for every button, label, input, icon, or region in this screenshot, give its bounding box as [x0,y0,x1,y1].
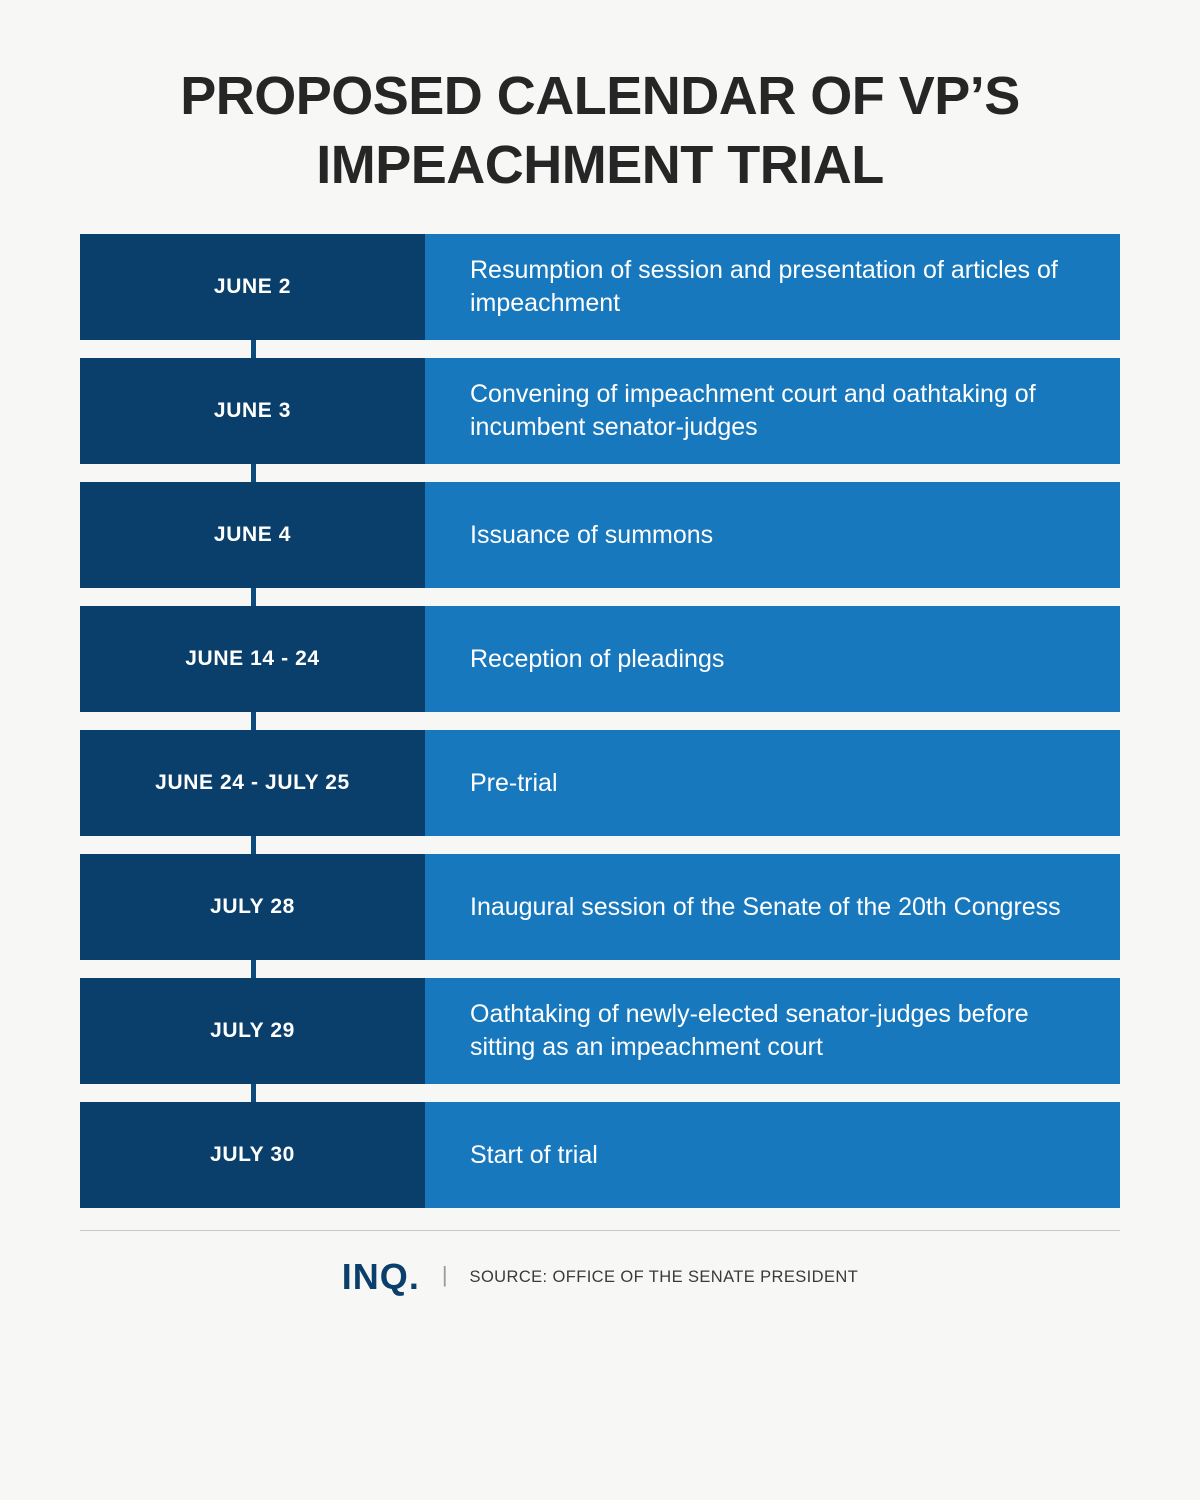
timeline-description [425,1102,1120,1208]
source-credit: SOURCE: OFFICE OF THE SENATE PRESIDENT [469,1267,859,1286]
inquirer-logo-text: INQ [341,1256,409,1298]
timeline [80,234,1120,1208]
timeline-description-text: Start of trial [470,1140,598,1169]
footer-separator: | [441,1262,448,1288]
footer [80,1231,1120,1298]
timeline-description-text: Issuance of summons [470,520,714,549]
timeline-row [80,606,1120,712]
timeline-row [80,358,1120,464]
timeline-date: JULY 30 [80,1102,425,1208]
timeline-description [425,234,1120,340]
timeline-description [425,358,1120,464]
timeline-row [80,1102,1120,1208]
timeline-date: JULY 29 [80,978,425,1084]
timeline-description-text: Resumption of session and presentation of articles of impeachment [470,256,1058,318]
timeline-date: JULY 28 [80,854,425,960]
timeline-description [425,482,1120,588]
page-title: PROPOSED CALENDAR OF VP’S IMPEACHMENT TRIAL [180,66,1020,196]
inquirer-logo [341,1256,420,1298]
timeline-date: JUNE 2 [80,234,425,340]
timeline-description [425,606,1120,712]
timeline-row [80,482,1120,588]
timeline-description-text: Convening of impeachment court and oathtaking of incumbent senator-judges [470,380,1036,442]
timeline-row [80,730,1120,836]
logo-dot: . [408,1256,420,1298]
timeline-description [425,730,1120,836]
timeline-description-text: Reception of pleadings [470,644,725,673]
timeline-row [80,854,1120,960]
timeline-row [80,234,1120,340]
timeline-date: JUNE 3 [80,358,425,464]
timeline-description [425,978,1120,1084]
timeline-description-text: Inaugural session of the Senate of the 20th Congress [470,892,1061,921]
timeline-date: JUNE 14 - 24 [80,606,425,712]
timeline-description [425,854,1120,960]
timeline-date: JUNE 4 [80,482,425,588]
timeline-date: JUNE 24 - JULY 25 [80,730,425,836]
timeline-row [80,978,1120,1084]
timeline-description-text: Pre-trial [470,768,558,797]
timeline-description-text: Oathtaking of newly-elected senator-judges before sitting as an impeachment court [470,1000,1029,1062]
